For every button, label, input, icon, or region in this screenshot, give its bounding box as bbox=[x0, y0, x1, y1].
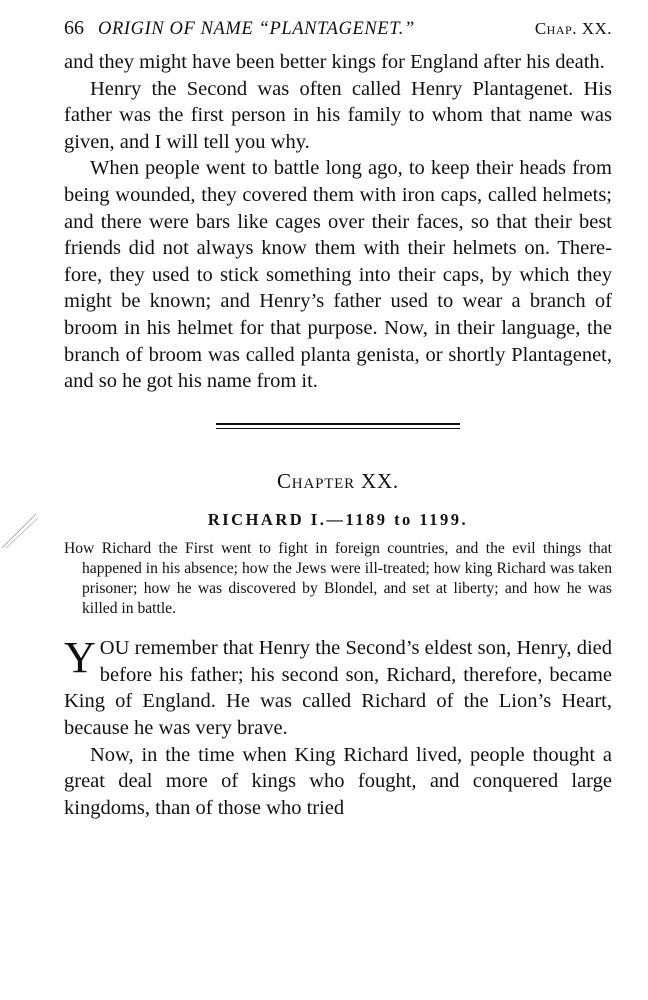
section-divider-rule bbox=[216, 423, 460, 429]
running-chapter: Chap. XX. bbox=[534, 19, 612, 38]
running-head bbox=[64, 14, 612, 43]
chapter-synopsis: How Richard the First went to fight in foreign countries, and the evil things that happened in his absence; how the Jews were ill-treated; how king Richard was taken prisoner; how he was discovered by Blondel, and set at liberty; and how he was killed in battle. bbox=[64, 539, 612, 618]
page-number: 66 bbox=[64, 17, 84, 39]
running-title: ORIGIN OF NAME “PLANTAGENET.” bbox=[98, 19, 415, 39]
drop-cap: Y bbox=[64, 633, 96, 683]
paragraph-plantagenet: Henry the Second was often called Henry Plantagenet. His father was the first person in his family to whom that name was given, and I will tell you why. bbox=[64, 77, 612, 153]
paragraph-continuation: and they might have been better kings for England after his death. bbox=[64, 51, 605, 73]
paragraph-helmets: When people went to battle long ago, to keep their heads from being wounded, they covered them with iron caps, called helmets; and there were bars like cages over their faces, so that their best friends did not always know them with their helmets on. Therefore, they used to stick something into their caps, by which they might be known; and Henry’s father used to wear a branch of broom in his helmet for that purpose. Now, in their language, the branch of broom was called planta genista, or shortly Plantagenet, and so he got his name from it. bbox=[64, 157, 612, 393]
paragraph-opening-text: OU remember that Henry the Second’s eldest son, Henry, died before his father; his second son, Richard, therefore, became King of England. He was called Richard of the Lion’s Heart, because he was very brave. bbox=[64, 637, 612, 739]
chapter-heading: Chapter XX. bbox=[277, 468, 399, 493]
margin-pencil-mark bbox=[0, 510, 40, 550]
book-page bbox=[64, 14, 612, 821]
paragraph-opening bbox=[64, 635, 612, 741]
paragraph-king-richard: Now, in the time when King Richard lived, people thought a great deal more of kings who fought, and conquered large kingdoms, than of those who tried bbox=[64, 743, 612, 819]
chapter-reign-title: RICHARD I.—1189 to 1199. bbox=[207, 509, 469, 529]
